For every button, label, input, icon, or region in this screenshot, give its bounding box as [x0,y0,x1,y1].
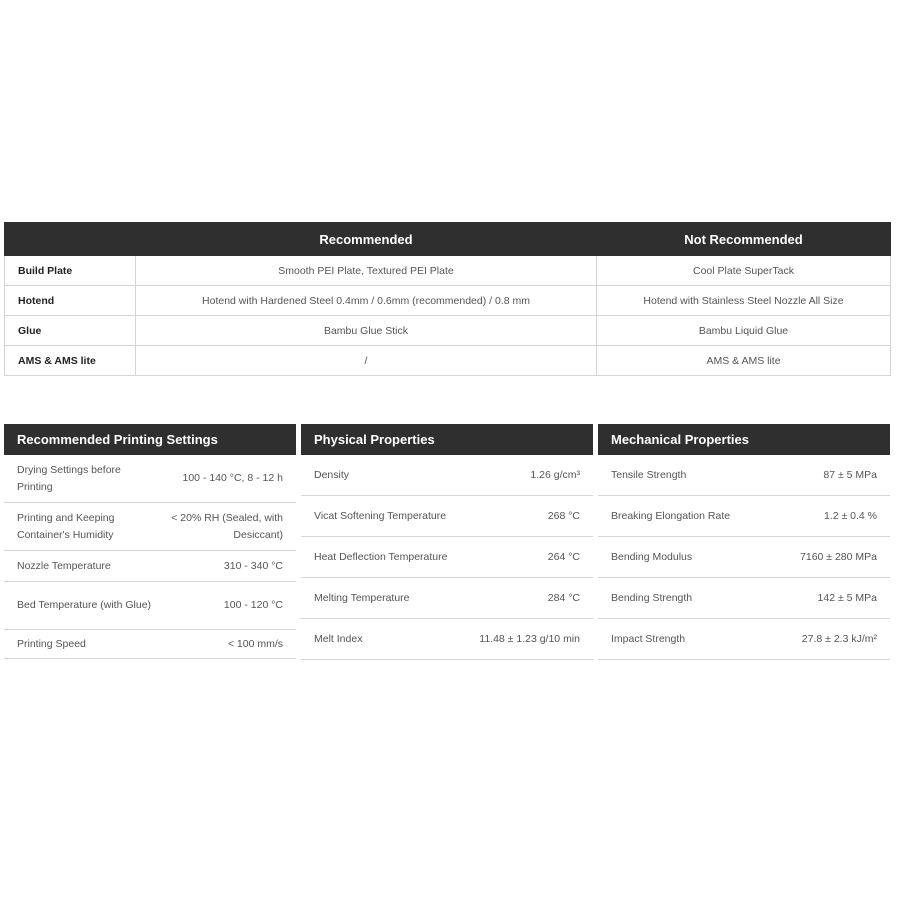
spec-label: Breaking Elongation Rate [611,509,731,522]
spec-row [4,630,296,659]
spec-value: 11.48 ± 1.23 g/10 min [479,632,580,645]
spec-row [598,537,890,578]
spec-row [598,619,890,660]
not-recommended-cell: Hotend with Stainless Steel Nozzle All Size [597,286,891,316]
mechanical-properties-card [598,424,890,660]
spec-row [301,537,593,578]
spec-value: 310 - 340 °C [223,559,283,572]
spec-value: 27.8 ± 2.3 kJ/m² [801,632,877,645]
spec-value: 100 - 140 °C, 8 - 12 h [182,472,283,484]
spec-value: 1.2 ± 0.4 % [823,509,877,522]
spec-value: 87 ± 5 MPa [823,468,877,481]
mechanical-properties-title: Mechanical Properties [598,424,890,455]
spec-value: 268 °C [547,509,580,522]
spec-label: Bending Strength [611,591,693,604]
spec-row [598,578,890,619]
spec-value: 1.26 g/cm³ [530,468,580,481]
not-recommended-cell: Cool Plate SuperTack [597,256,891,286]
spec-row [4,582,296,630]
spec-label: Vicat Softening Temperature [314,509,447,522]
spec-label: Density [314,468,350,481]
spec-value: < 20% RH (Sealed, with Desiccant) [171,511,283,541]
spec-value: 264 °C [547,550,580,563]
spec-row [4,551,296,582]
header-not-recommended: Not Recommended [597,223,891,256]
spec-row [301,578,593,619]
spec-value: < 100 mm/s [227,637,283,650]
not-recommended-cell: Bambu Liquid Glue [597,316,891,346]
table-row [5,346,891,376]
spec-label: Heat Deflection Temperature [314,550,448,563]
spec-label: Bending Modulus [611,550,693,563]
spec-label: Impact Strength [611,632,686,645]
physical-properties-card [301,424,593,660]
spec-row [4,503,296,551]
row-label: Glue [5,316,136,346]
table-row [5,256,891,286]
recommended-cell: Bambu Glue Stick [136,316,597,346]
spec-label: Tensile Strength [611,468,687,481]
spec-row [301,455,593,496]
header-blank-cell [5,223,136,256]
row-label: Hotend [5,286,136,316]
spec-row [301,619,593,660]
spec-row [301,496,593,537]
compatibility-table [4,222,891,376]
spec-label: Bed Temperature (with Glue) [17,599,152,611]
physical-properties-title: Physical Properties [301,424,593,455]
printing-settings-title: Recommended Printing Settings [4,424,296,455]
spec-value: 284 °C [547,591,580,604]
spec-label: Nozzle Temperature [17,559,111,572]
compatibility-header-row [5,223,891,256]
recommended-cell: / [136,346,597,376]
row-label: Build Plate [5,256,136,286]
spec-value: 142 ± 5 MPa [817,591,877,604]
spec-value: 100 - 120 °C [223,599,283,611]
spec-row [598,455,890,496]
recommended-cell: Smooth PEI Plate, Textured PEI Plate [136,256,597,286]
spec-row [598,496,890,537]
header-recommended: Recommended [136,223,597,256]
spec-row [4,455,296,503]
printing-settings-card [4,424,296,659]
spec-label: Melt Index [314,632,363,645]
table-row [5,316,891,346]
recommended-cell: Hotend with Hardened Steel 0.4mm / 0.6mm (recommended) / 0.8 mm [136,286,597,316]
table-row [5,286,891,316]
spec-label: Melting Temperature [314,591,410,604]
row-label: AMS & AMS lite [5,346,136,376]
not-recommended-cell: AMS & AMS lite [597,346,891,376]
spec-label: Printing and Keeping Container's Humidity [17,511,115,541]
spec-label: Drying Settings before Printing [17,463,121,493]
spec-value: 7160 ± 280 MPa [800,550,877,563]
spec-label: Printing Speed [17,637,86,650]
